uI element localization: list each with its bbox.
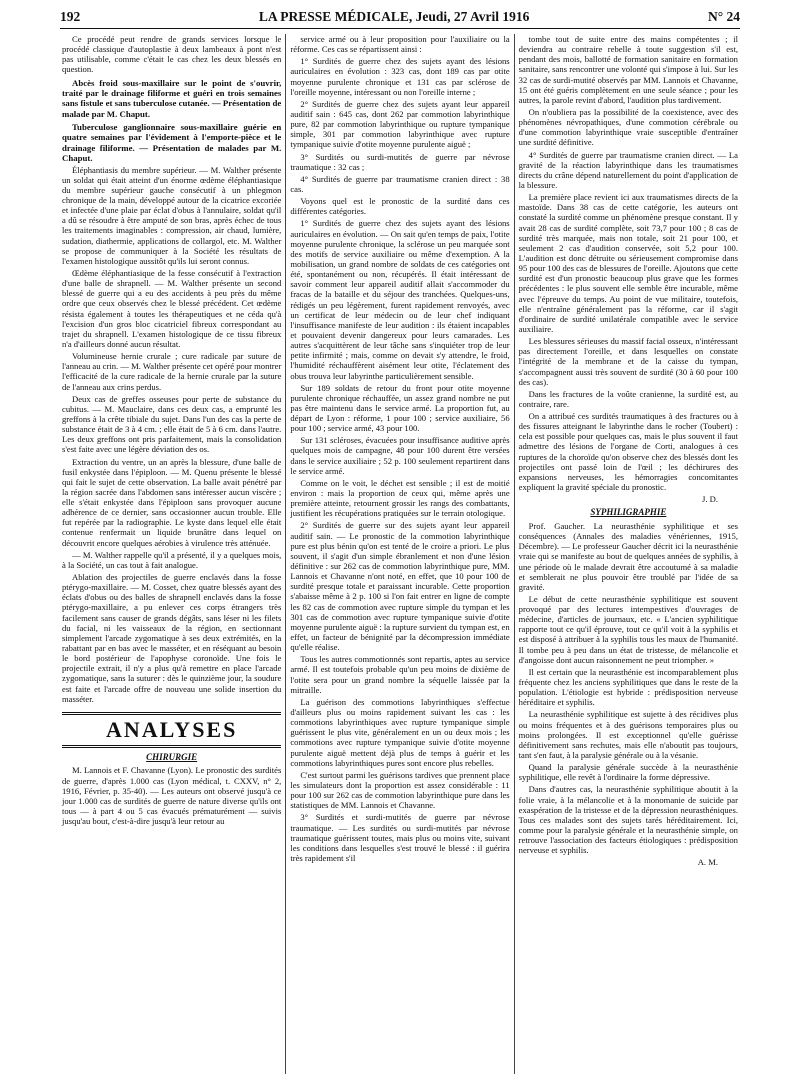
paragraph: Il est certain que la neurasthénie est incomparablement plus fréquente chez les anciens syphilitiques que dans le reste de la population. L'étiologie est hybride : prédisposition nerveuse héréditaire et syphilis. [518, 666, 738, 708]
paragraph: La neurasthénie syphilitique est sujette à des récidives plus ou moins fréquentes et à des guérisons temporaires plus ou moins prolongées. Il est exceptionnel qu'elle guérisse définitivement sans rechutes, mais elle n'aboutit pas toujours, tant s'en faut, à la paralysie générale ou à la vésanie. [518, 709, 738, 761]
column-3 [514, 34, 742, 1074]
report-paragraph: Volumineuse hernie crurale ; cure radicale par suture de l'anneau au crin. — M. Walther présente cet opéré pour montrer l'efficacité de la cure radicale de la hernie crurale par la suture de l'anneau aux crins perdus. [62, 351, 282, 392]
section-chirurgie: CHIRURGIE [146, 751, 198, 762]
paragraph: Prof. Gaucher. La neurasthénie syphilitique et ses conséquences (Annales des maladies vénériennes, 1915, Décembre). — Le professeur Gaucher décrit ici la neurasthénie vraie qui se manifeste au bout de quelques années de syphilis, à une période où le malade devrait être accoutumé à sa maladie et semblerait ne plus pouvoir être troublé par l'idée de sa gravité. [518, 520, 738, 592]
report-paragraph: Ablation des projectiles de guerre enclavés dans la fosse ptérygo-maxillaire. — M. Cosset, chez quatre blessés ayant des éclats d'obus ou des balles de shrapnell enclavés dans la fosse ptérygo-maxillaire, a pu enlever ces corps étrangers très facilement sans causer de grands dégâts, sans léser ni les filets du facial, ni les vaisseaux de la région, en sectionnant simplement l'arcade zygomatique à ses deux extrémités, en la rabattant par en bas avec le masséter, et en réséquant au besoin le bord postérieur de l'apophyse coronoïde. Une fois le projectile extrait, il n'y a plus qu'à remettre en place l'arcade zygomatique, sans la suturer : dès le quinzième jour, la soudure est faite et l'arcade offre de nouveau une solide insertion du masséter. [62, 572, 282, 704]
paragraph: C'est surtout parmi les guérisons tardives que prennent place les simulateurs dont la proportion est assez considérable : 11 pour 100 sur 262 cas de commotion labyrinthique pure dans les statistiques de MM. Lannois et Chavanne. [290, 769, 510, 811]
page-header [60, 6, 740, 29]
paragraph: service armé ou à leur proposition pour l'auxiliaire ou la réforme. Ces cas se répartissent ainsi : [290, 34, 510, 55]
analyses-title: ANALYSES [62, 712, 281, 748]
paragraph: La guérison des commotions labyrinthiques s'effectue d'ailleurs plus ou moins rapidement suivant les cas : les commotions labyrinthiques avec rupture tympanique simple guérissent le plus vite, généralement en un ou deux mois ; les commotions avec rupture tympanique suivie d'otite moyenne purulente aiguë mettent déjà plus de temps à guérir et les commotions labyrinthiques pures sont encore plus rebelles. [290, 696, 510, 768]
paragraph: 4° Surdités de guerre par traumatisme cranien direct : 38 cas. [290, 173, 510, 194]
paragraph: Voyons quel est le pronostic de la surdité dans ces différentes catégories. [290, 196, 510, 217]
paragraph: On a attribué ces surdités traumatiques à des fractures ou à des fissures atteignant le labyrinthe dans le rocher (Toubert) : cela est possible pour quelques cas, mais le plus souvent il faut admettre des lésions de l'organe de Corti, analogues à ces ruptures de la choroïde qu'on observe chez des blessés dont les projectiles ont passé loin de l'œil ; les déchirures des expansions nerveuses, les hémorragies concomitantes expliquent la gravité spéciale du pronostic. [518, 411, 738, 493]
paragraph: tombe tout de suite entre des mains compétentes ; il deviendra au contraire rebelle à toute suggestion s'il est, pendant des mois, ballotté de formation sanitaire en formation sanitaire, sans rencontrer une volonté qui s'impose à lui. Sur les 32 cas de surdi-mutité observés par MM. Lannois et Chavanne, 15 ont été guéris complètement en une seule séance ; pour les autres, la parole revint d'abord, l'audition plus tardivement. [518, 34, 738, 105]
report-paragraph: Extraction du ventre, un an après la blessure, d'une balle de fusil enkystée dans l'épiploon. — M. Quenu présente le blessé qui fait le sujet de cette observation. La balle avait pénétré par la région sacrée dans l'abdomen sans intéresser aucun viscère ; elle s'était enkystée dans l'épiploon sans provoquer aucune adhérence de ce dernier, sans occasionner aucun trouble. Elle fut repérée par la radiographie. Le kyste dans lequel elle était contenue renfermait un liquide brunâtre dans lequel on découvrit encore quelques aérobies à virulence très atténuée. [62, 456, 282, 548]
paragraph: — M. Walther rappelle qu'il a présenté, il y a quelques mois, à la Société, un cas tout à fait analogue. [62, 549, 282, 570]
issue-number: N° 24 [707, 9, 740, 24]
paragraph: 2° Surdités de guerre chez des sujets ayant leur appareil auditif sain : 645 cas, dont 262 par commotion labyrinthique pure, 82 par commotion labyrinthique ou rupture tympanique simple, 301 par commotion labyrinthique avec rupture tympanique suivie d'otite moyenne purulente aiguë ; [290, 98, 510, 150]
report-paragraph: Éléphantiasis du membre supérieur. — M. Walther présente un soldat qui était atteint d'un énorme œdème éléphantiasique du membre supérieur gauche consécutif à un phlegmon chronique de la main, développé autour de la cicatrice excoriée et infectée d'une plaie par éclat d'obus à l'annulaire, soldat qu'il a dû se résoudre à être amputé de son bras, après échec de tous les traitements imaginables : compression, air chaud, lumière, sudation, diathermie, applications de collargol, etc. M. Walther se propose de communiquer à la Société les résultats de l'examen histologique aussitôt qu'ils lui seront connus. [62, 164, 282, 266]
column-2 [285, 34, 513, 1074]
column-1 [58, 34, 285, 1074]
paragraph: Comme on le voit, le déchet est sensible ; il est de moitié environ : mais la proportion de ceux qui, même après une première atteinte, retournent grossir les rangs des combattants, justifient les récupérations pratiquées sur le terrain otologique. [290, 477, 510, 519]
report-paragraph: Deux cas de greffes osseuses pour perte de substance du cubitus. — M. Mauclaire, dans ces deux cas, a emprunté les greffons à la crête tibiale du sujet. Dans l'un des cas la perte de substance était de 3 à 4 cm. ; elle était de 5 à 6 cm. dans l'autre. Les deux greffons ont pris parfaitement, mais la consolidation s'est faite avec une légère déviation des os. [62, 393, 282, 455]
paragraph: On n'oubliera pas la possibilité de la coexistence, avec des phénomènes névropathiques, d'une commotion cérébrale ou d'une commotion labyrinthique vraie susceptible d'entraîner une surdité définitive. [518, 106, 738, 148]
paragraph: 2° Surdités de guerre sur des sujets ayant leur appareil auditif sain. — Le pronostic de la commotion labyrinthique pure est plus bénin qu'on est tenté de le croire a priori. Le plus souvent, il s'agit d'un simple ébranlement et non d'une lésion définitive : sur 262 cas de commotion labyrinthique pure, MM. Lannois et Chavanne n'ont noté, en effet, que 10 pour 100 de surdité presque totale et paraissant incurable. Cette proportion s'abaisse même à 2 p. 100 si l'on fait entrer en ligne de compte les 82 cas de commotion avec rupture simple du tympan et les 301 cas de commotion avec rupture tympanique suivie d'otite moyenne purulente aiguë : la rupture survient du tympan est, en effet, un facteur de bénignité par la décompression immédiate qu'elle réalise. [290, 520, 510, 653]
paragraph: Dans d'autres cas, la neurasthénie syphilitique aboutit à la folie vraie, à la mélancolie et à la monomanie de suicide par exaspération de la tristesse et de la dépression neurasthéniques. Tous ces malades sont des sujets tarés héréditairement. Ici, comme pour la paralysie générale et la neurasthénie simple, on retrouve l'association des facteurs étiologiques : prédisposition nerveuse et syphilis. [518, 784, 738, 856]
report-heading: Tuberculose ganglionnaire sous-maxillaire guérie en quatre semaines par l'évidement à l'emporte-pièce et le drainage filiforme. — Présentation de malades par M. Chaput. [62, 122, 282, 164]
paragraph: Dans les fractures de la voûte cranienne, la surdité est, au contraire, rare. [518, 388, 738, 409]
paragraph: 1° Surdités de guerre chez des sujets ayant des lésions auriculaires en évolution : 323 cas, dont 189 cas par otite moyenne purulente chronique et 131 cas par sclérose de l'oreille moyenne, intéressant ou non l'oreille interne ; [290, 56, 510, 97]
paragraph: 1° Surdités de guerre chez des sujets ayant des lésions auriculaires en évolution. — On sait qu'en temps de paix, l'otite moyenne purulente chronique, la sclérose un peu marquée sont des motifs de service auxiliaire ou même d'exemption. A la mobilisation, un grand nombre de soldats de ces catégories ont été, spontanément ou non, récupérés. Il était intéressant de savoir comment leur appareil auditif allait s'accommoder du fracas de la bataille et du séjour des tranchées. Quelques-uns, rédigés un peu légèrement, furent rapidement renvoyés, avec un certificat de leur médecin ou de leur chef indiquant l'insuffisance manifeste de leur audition : ils étaient incapables et pouvaient devenir dangereux pour leurs camarades. Les autres s'acquittèrent de leur tâche sans s'inquiéter trop de leur petite infirmité ; mais, comme on devait s'y attendre, le froid, l'humidité réchauffèrent aisément leur otite, l'éclatement des obus trouva leur labyrinthe particulièrement sensible. [290, 218, 510, 381]
paragraph: Sur 131 scléroses, évacuées pour insuffisance auditive après quelques mois de campagne, 48 pour 100 durent être versées dans le service auxiliaire ; 52 p. 100 seulement repartirent dans le service armé. [290, 435, 510, 476]
columns [58, 34, 742, 1074]
paragraph: Sur 189 soldats de retour du front pour otite moyenne purulente chronique réchauffée, un assez grand nombre ne put pas être maintenu dans le service armé. La proportion fut, au départ de Lyon : réforme, 1 pour 100 ; service auxiliaire, 56 pour 100 ; service armé, 43 pour 100. [290, 382, 510, 434]
report-paragraph: Œdème éléphantiasique de la fesse consécutif à l'extraction d'une balle de shrapnell. — M. Walther présente un second blessé de guerre qui a eu des accidents à peu près du même ordre que ceux observés chez le blessé précédent. Cet œdème résista également à toutes les thérapeutiques et ne céda qu'à l'excision d'un gros bloc cicatriciel fibreux correspondant au trajet du shrapnell. L'examen histologique de ce tissu fibreux n'a d'ailleurs donné aucun résultat. [62, 267, 282, 349]
paragraph: 4° Surdités de guerre par traumatisme cranien direct. — La gravité de la réaction labyrinthique dans les traumatismes directs du crâne dépend naturellement du point d'application de la blessure. [518, 149, 738, 190]
signature: J. D. [701, 494, 718, 505]
paragraph: Ce procédé peut rendre de grands services lorsque le procédé classique d'autoplastie à deux lambeaux à pont n'est pas utilisable, comme c'était le cas chez les deux blessés en question. [62, 34, 282, 75]
signature: A. M. [697, 857, 718, 868]
paragraph: La première place revient ici aux traumatismes directs de la mastoïde. Dans 38 cas de cette catégorie, les auteurs ont constaté la surdité comme un phénomène presque constant. Il y avait 28 cas de surdité complète, soit 73,7 pour 100 ; 8 cas de surdité très marquée, mais non totale, soit 21 pour 100, et seulement 2 cas d'audition conservée, soit 5,2 pour 100. L'audition est donc détruite ou sérieusement compromise dans 95 pour 100 des cas de blessures de l'oreille. Ajoutons que cette surdité est d'un pronostic beaucoup plus grave que les formes précédentes : le plus souvent elle semble être incurable, même avec l'épreuve du temps. Au point de vue militaire, toutefois, elle n'entraîne généralement pas la réforme, car il s'agit d'ordinaire de surdité unilatérale compatible avec le service auxiliaire. [518, 192, 738, 334]
paragraph: Tous les autres commotionnés sont repartis, aptes au service armé. Il est toutefois probable qu'un peu moins de dixième de l'otite sera pour un grand nombre la séquelle laissée par la mitraille. [290, 654, 510, 695]
paragraph: Les blessures sérieuses du massif facial osseux, n'intéressant pas directement l'oreille, et dans lesquelles on constate l'intégrité de la membrane et de la caisse du tympan, s'accompagnent aussi très souvent de surdité (30 à 60 pour 100 des cas). [518, 336, 738, 387]
paragraph: 3° Surdités et surdi-mutités de guerre par névrose traumatique. — Les surdités ou surdi-mutités par névrose traumatique guérissent toutes, mais plus ou moins vite, suivant les conditions dans lesquelles s'est trouvé le blessé : il guérira très rapidement s'il [290, 812, 510, 863]
journal-title: LA PRESSE MÉDICALE, Jeudi, 27 Avril 1916 [258, 9, 530, 24]
report-heading: Abcès froid sous-maxillaire sur le point de s'ouvrir, traité par le drainage filiforme et guéri en trois semaines sans fistule et sans tuberculose cutanée. — Présentation de malade par M. Chaput. [62, 77, 282, 119]
paragraph: Le début de cette neurasthénie syphilitique est souvent provoqué par des lectures intempestives d'ouvrages de médecine, d'articles de journaux, etc. « L'ancien syphilitique rapporte tout ce qu'il éprouve, tout ce qu'il voit à la syphilis et est disposé à attribuer à la syphilis tous les maux de l'humanité. Il tombe peu à peu dans un état de tristesse, de mélancolie et d'angoisse dont aucun raisonnement ne peut triompher. » [518, 593, 738, 665]
section-syphiligraphie: SYPHILIGRAPHIE [590, 507, 667, 518]
analysis-paragraph: M. Lannois et F. Chavanne (Lyon). Le pronostic des surdités de guerre, d'après 1.000 cas (Lyon médical, t. CXXV, n° 2, 1916, Février, p. 35-40). — Les auteurs ont observé jusqu'à ce jour 1.000 cas de surdités de guerre de nature diverse qu'ils ont tous — à part 4 ou 5 cas évacués prématurément — suivis jusqu'au bout, c'est-à-dire jusqu'à leur retour au [62, 765, 282, 827]
paragraph: Quand la paralysie générale succède à la neurasthénie syphilitique, elle revêt à l'ordinaire la forme dépressive. [518, 762, 738, 783]
page-number: 192 [60, 9, 81, 24]
paragraph: 3° Surdités ou surdi-mutités de guerre par névrose traumatique : 32 cas ; [290, 151, 510, 172]
